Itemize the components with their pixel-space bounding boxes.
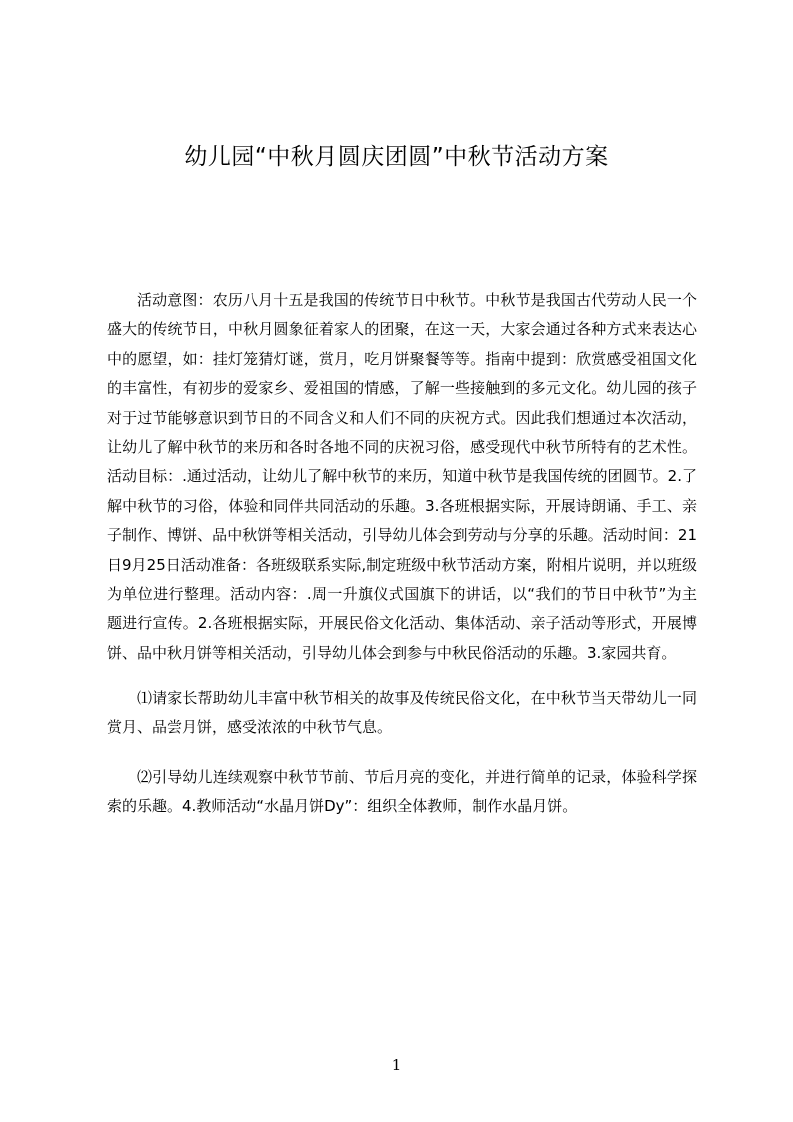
document-title: 幼儿园“中秋月圆庆团圆”中秋节活动方案 bbox=[184, 144, 609, 170]
paragraph-parents-item-1: ⑴请家长帮助幼儿丰富中秋节相关的故事及传统民俗文化，在中秋节当天带幼儿一同赏月、品尝月饼，感受浓浓的中秋节气息。 bbox=[107, 689, 697, 737]
page-number: 1 bbox=[391, 1056, 402, 1074]
paragraph-activity-intent: 活动意图：农历八月十五是我国的传统节日中秋节。中秋节是我国古代劳动人民一个盛大的传统节日，中秋月圆象征着家人的团聚，在这一天，大家会通过各种方式来表达心中的愿望，如：挂灯笼猜灯谜，赏月，吃月饼聚餐等等。指南中提到：欣赏感受祖国文化的丰富性，有初步的爱家乡、爱祖国的情感，了解一些接触到的多元文化。幼儿园的孩子对于过节能够意识到节日的不同含义和人们不同的庆祝方式。因此我们想通过本次活动，让幼儿了解中秋节的来历和各时各地不同的庆祝习俗，感受现代中秋节所特有的艺术性。活动目标：.通过活动，让幼儿了解中秋节的来历，知道中秋节是我国传统的团圆节。2.了解中秋节的习俗，体验和同伴共同活动的乐趣。3.各班根据实际，开展诗朗诵、手工、亲子制作、博饼、品中秋饼等相关活动，引导幼儿体会到劳动与分享的乐趣。活动时间：21日9月25日活动准备：各班级联系实际,制定班级中秋节活动方案，附相片说明，并以班级为单位进行整理。活动内容：.周一升旗仪式国旗下的讲话，以“我们的节日中秋节”为主题进行宣传。2.各班根据实际，开展民俗文化活动、集体活动、亲子活动等形式，开展博饼、品中秋月饼等相关活动，引导幼儿体会到参与中秋民俗活动的乐趣。3.家园共育。 bbox=[107, 291, 697, 662]
paragraph-observation-item-2: ⑵引导幼儿连续观察中秋节节前、节后月亮的变化，并进行简单的记录，体验科学探索的乐趣。4.教师活动“水晶月饼Dy”：组织全体教师，制作水晶月饼。 bbox=[107, 768, 697, 816]
